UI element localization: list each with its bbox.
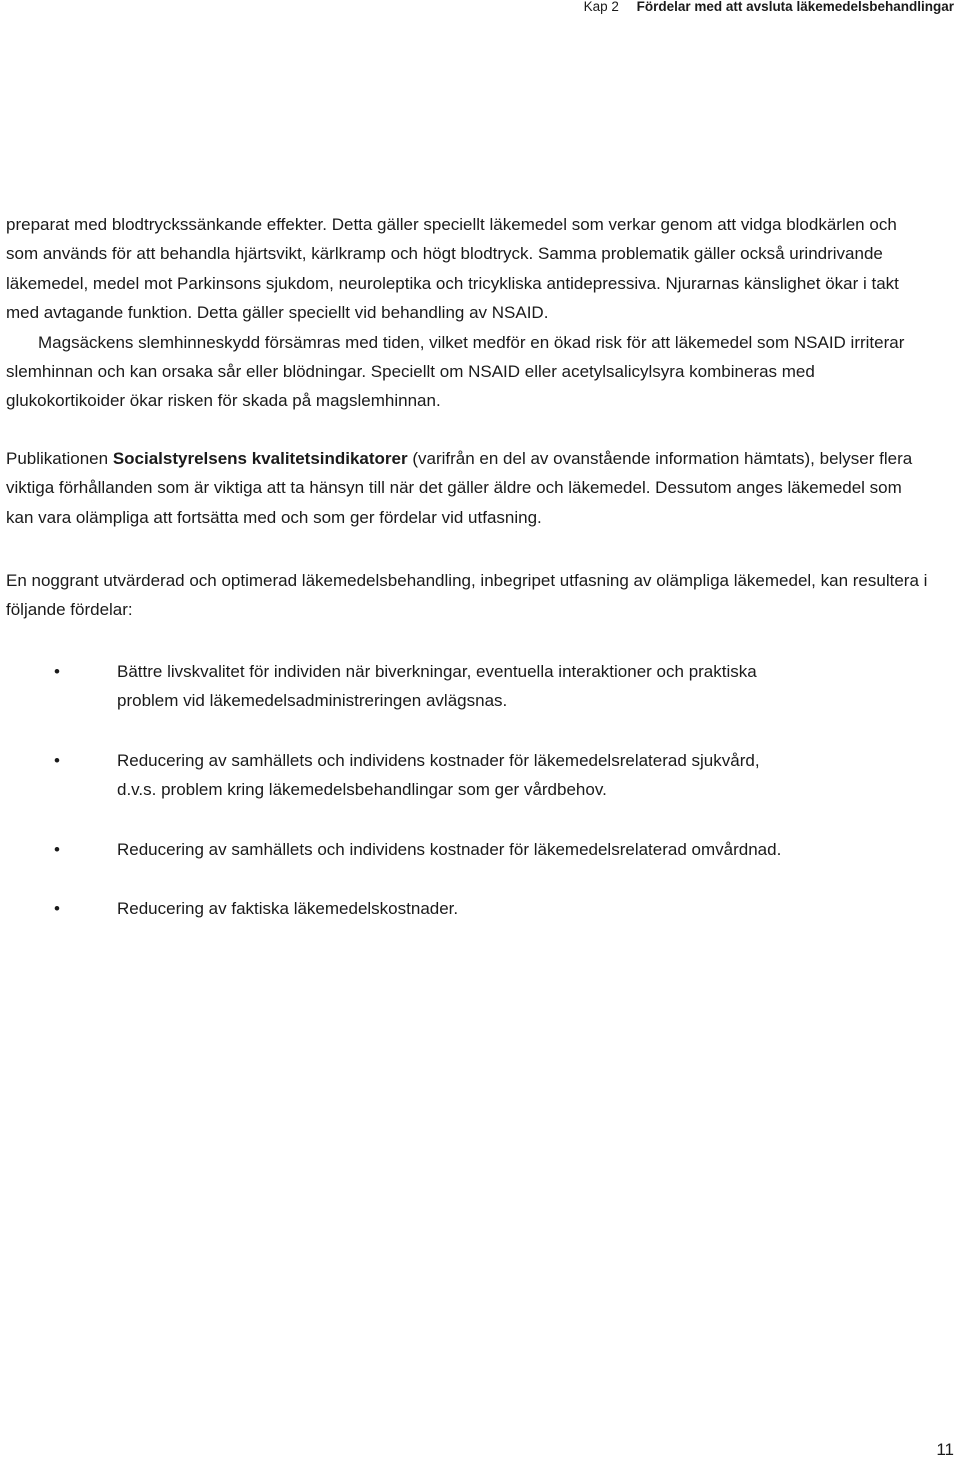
paragraph-stomach-lining: Magsäckens slemhinneskydd försämras med tiden, vilket medför en ökad risk för att läkemedel som NSAID irriterar slemhinnan och kan orsaka sår eller blödningar. Speciellt om NSAID eller acetylsalicylsyra kombineras med glukokortikoider ökar risken för skada på magslemhinnan. <box>6 332 905 411</box>
list-item <box>6 746 797 805</box>
body-text <box>6 210 928 953</box>
list-item-text: Bättre livskvalitet för individen när biverkningar, eventuella interaktioner och praktiska problem vid läkemedelsadministreringen avlägsnas. <box>117 661 757 711</box>
paragraph-blood-pressure: preparat med blodtryckssänkande effekter. Detta gäller speciellt läkemedel som verkar genom att vidga blodkärlen och som används för att behandla hjärtsvikt, kärlkramp och högt blodtryck. Samma problematik gäller också urindrivande läkemedel, medel mot Parkinsons sjukdom, neuroleptika och tricykliska antidepressiva. Njurarnas känslighet ökar i takt med avtagande funktion. Detta gäller speciellt vid behandling av NSAID. <box>6 215 899 323</box>
list-item <box>6 835 797 864</box>
chapter-title: Fördelar med att avsluta läkemedelsbehandlingar <box>636 0 954 14</box>
publication-intro: Publikationen <box>6 448 113 468</box>
benefits-list <box>6 657 928 923</box>
running-header <box>584 0 954 14</box>
list-item-text: Reducering av faktiska läkemedelskostnader. <box>117 898 459 918</box>
bullet-icon: • <box>54 750 60 770</box>
list-item-text: Reducering av samhällets och individens kostnader för läkemedelsrelaterad sjukvård, d.v.s. problem kring läkemedelsbehandlingar som ger vårdbehov. <box>117 750 760 800</box>
publication-title: Socialstyrelsens kvalitetsindikatorer <box>112 448 408 468</box>
bullet-icon: • <box>54 898 60 918</box>
publication-rest: (varifrån en del av ovanstående information hämtats), belyser flera viktiga förhållanden som är viktiga att ta hänsyn till när det gäller äldre och läkemedel. Dessutom anges läkemedel som kan vara olämpliga att fortsätta med och som ger fördelar vid utfasning. <box>6 448 913 527</box>
page-number: 11 <box>936 1440 954 1459</box>
paragraph-benefits-intro: En noggrant utvärderad och optimerad läkemedelsbehandling, inbegripet utfasning av olämpliga läkemedel, kan resultera i följande fördelar: <box>6 571 928 620</box>
paragraph-publication <box>6 444 928 532</box>
chapter-label: Kap 2 <box>583 0 619 14</box>
list-item <box>6 894 797 923</box>
list-item <box>6 657 797 716</box>
bullet-icon: • <box>54 661 60 681</box>
bullet-icon: • <box>54 839 60 859</box>
list-item-text: Reducering av samhällets och individens kostnader för läkemedelsrelaterad omvårdnad. <box>117 839 782 859</box>
